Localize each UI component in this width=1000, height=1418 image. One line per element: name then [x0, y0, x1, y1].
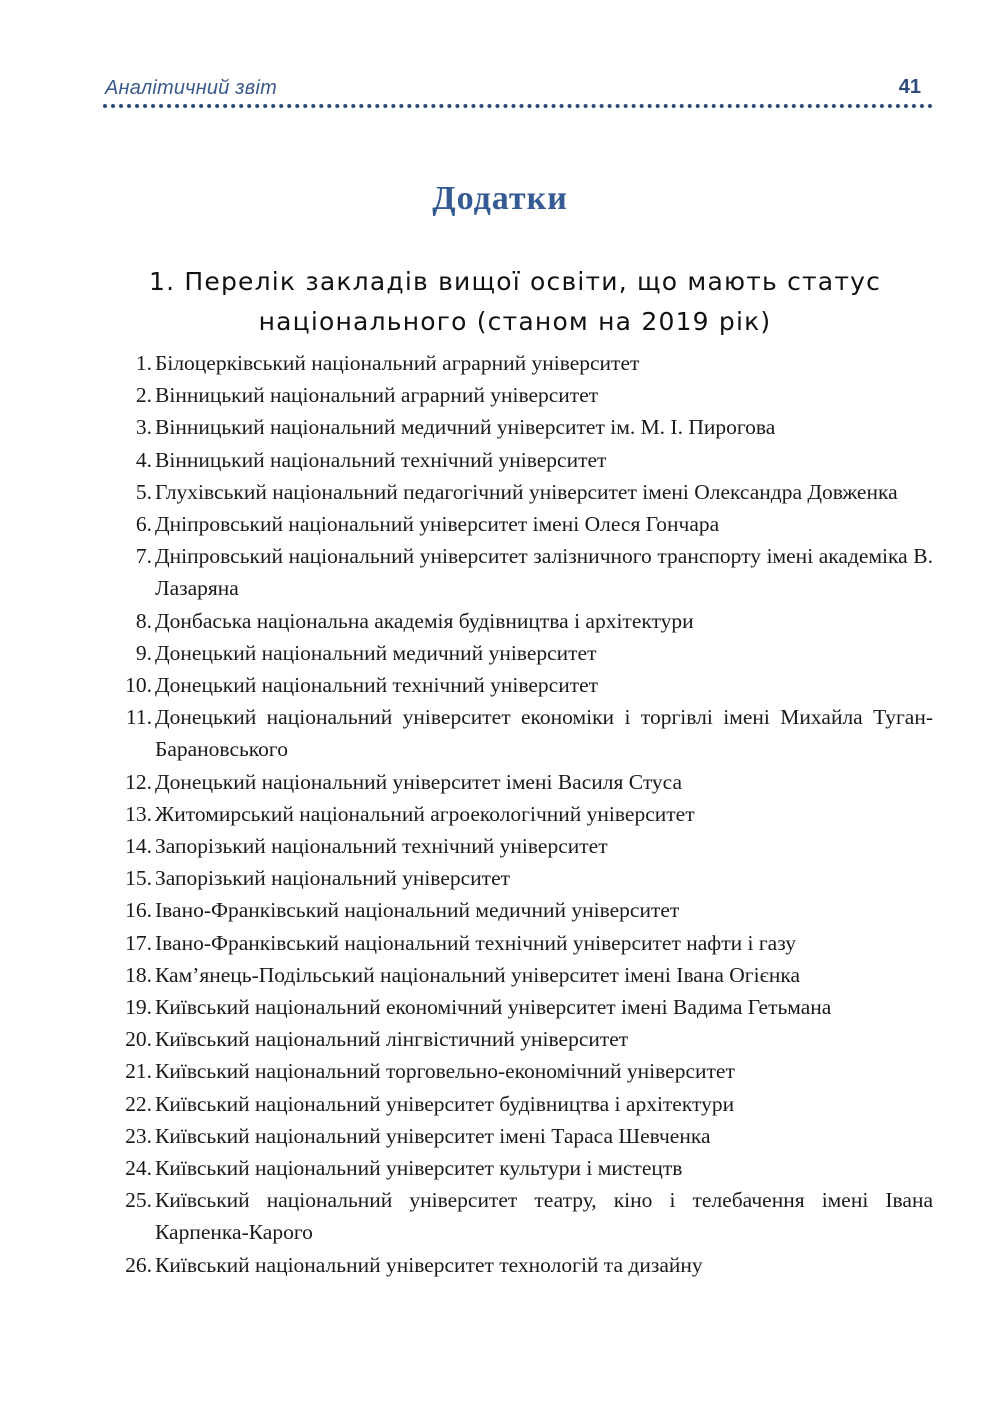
- page-number: 41: [898, 76, 921, 98]
- list-item: [100, 508, 940, 540]
- list-item: [100, 411, 940, 443]
- list-item-number: 14.: [125, 834, 152, 859]
- list-item: [100, 1055, 940, 1087]
- list-item: [100, 830, 940, 862]
- list-item: [100, 476, 940, 508]
- list-item-number: 10.: [125, 673, 152, 698]
- list-item-text: Київський національний університет театру, кіно і телебачення імені Івана Карпенка-Карого: [155, 1188, 933, 1245]
- list-item-number: 15.: [125, 866, 152, 891]
- list-item-text: Івано-Франківський національний медичний університет: [155, 898, 680, 923]
- university-list: [100, 347, 940, 1281]
- list-item-number: 1.: [135, 351, 152, 375]
- list-item: [100, 444, 940, 476]
- list-item-text: Київський національний університет будівництва і архітектури: [155, 1091, 735, 1116]
- section-title-line-1: 1. Перелік закладів вищої освіти, що мають статус: [148, 267, 882, 296]
- list-item-text: Вінницький національний аграрний університет: [155, 383, 599, 408]
- list-item-text: Кам’янець-Подільський національний університет імені Івана Огієнка: [155, 962, 800, 987]
- list-item-text: Глухівський національний педагогічний університет імені Олександра Довженка: [155, 479, 898, 504]
- list-item-text: Запорізький національний університет: [155, 866, 511, 891]
- list-item-text: Івано-Франківський національний технічний університет нафти і газу: [155, 930, 796, 955]
- list-item-number: 26.: [125, 1252, 152, 1277]
- list-item-text: Дніпровський національний університет залізничного транспорту імені академіка В. Лазаряна: [155, 544, 933, 601]
- list-item-number: 16.: [125, 898, 152, 923]
- header-dotted-rule: [103, 104, 933, 108]
- list-item-text: Київський національний торговельно-економічний університет: [155, 1059, 735, 1084]
- list-item-number: 22.: [125, 1091, 152, 1116]
- list-item-number: 9.: [135, 640, 152, 665]
- list-item-text: Вінницький національний технічний університет: [155, 447, 607, 472]
- header-title: Аналітичний звіт: [105, 77, 277, 99]
- list-item-number: 6.: [135, 512, 152, 537]
- list-item: [100, 669, 940, 701]
- list-item-text: Київський національний університет імені Тараса Шевченка: [155, 1123, 711, 1148]
- list-item: [100, 540, 940, 604]
- section-title-line-2: національного (станом на 2019 рік): [258, 307, 772, 336]
- section-title: [110, 262, 920, 342]
- list-item: [100, 959, 940, 991]
- list-item: [100, 1184, 940, 1248]
- list-item-text: Київський національний університет технологій та дизайну: [155, 1252, 703, 1277]
- list-item-number: 12.: [125, 769, 152, 794]
- list-item-number: 21.: [125, 1059, 152, 1084]
- list-item: [100, 894, 940, 926]
- list-item-number: 18.: [125, 962, 152, 987]
- list-item-text: Житомирський національний агроекологічний університет: [155, 801, 695, 826]
- appendix-title: Додатки: [432, 180, 568, 217]
- list-item-number: 20.: [125, 1027, 152, 1052]
- list-item: [100, 1152, 940, 1184]
- list-item: [100, 798, 940, 830]
- list-item-text: Дніпровський національний університет імені Олеся Гончара: [155, 512, 720, 537]
- running-header: [103, 74, 935, 110]
- list-item-number: 25.: [125, 1188, 152, 1213]
- list-item: [100, 1023, 940, 1055]
- list-item: [100, 862, 940, 894]
- list-item: [100, 1088, 940, 1120]
- list-item-text: Білоцерківський національний аграрний університет: [155, 351, 640, 375]
- list-item-text: Донецький національний університет економіки і торгівлі імені Михайла Туган-Барановського: [155, 705, 933, 762]
- list-item-text: Донецький національний університет імені Василя Стуса: [155, 769, 683, 794]
- list-item-number: 13.: [125, 801, 152, 826]
- list-item: [100, 927, 940, 959]
- list-item-number: 2.: [135, 383, 152, 408]
- list-item-number: 3.: [135, 415, 152, 440]
- list-item-text: Київський національний лінгвістичний університет: [155, 1027, 629, 1052]
- list-item: [100, 637, 940, 669]
- list-item: [100, 766, 940, 798]
- list-item: [100, 379, 940, 411]
- list-item: [100, 1120, 940, 1152]
- list-item-number: 4.: [135, 447, 152, 472]
- list-item: [100, 605, 940, 637]
- list-item: [100, 991, 940, 1023]
- list-item-number: 23.: [125, 1123, 152, 1148]
- list-item-text: Вінницький національний медичний університет ім. М. І. Пирогова: [155, 415, 776, 440]
- list-item-number: 19.: [125, 995, 152, 1020]
- list-item: [100, 347, 940, 379]
- list-item-number: 24.: [125, 1156, 152, 1181]
- list-item-number: 17.: [125, 930, 152, 955]
- list-item-number: 8.: [135, 608, 152, 633]
- list-item: [100, 701, 940, 765]
- list-item: [100, 1249, 940, 1281]
- list-item-number: 11.: [125, 705, 152, 730]
- list-item-text: Запорізький національний технічний університет: [155, 834, 608, 859]
- list-item-text: Донецький національний технічний університет: [155, 673, 599, 698]
- list-item-text: Донбаська національна академія будівництва і архітектури: [155, 608, 694, 633]
- list-item-number: 7.: [135, 544, 152, 569]
- list-item-text: Київський національний університет культури і мистецтв: [155, 1156, 683, 1181]
- list-item-text: Київський національний економічний університет імені Вадима Гетьмана: [155, 995, 832, 1020]
- list-item-text: Донецький національний медичний університет: [155, 640, 597, 665]
- list-item-number: 5.: [135, 479, 152, 504]
